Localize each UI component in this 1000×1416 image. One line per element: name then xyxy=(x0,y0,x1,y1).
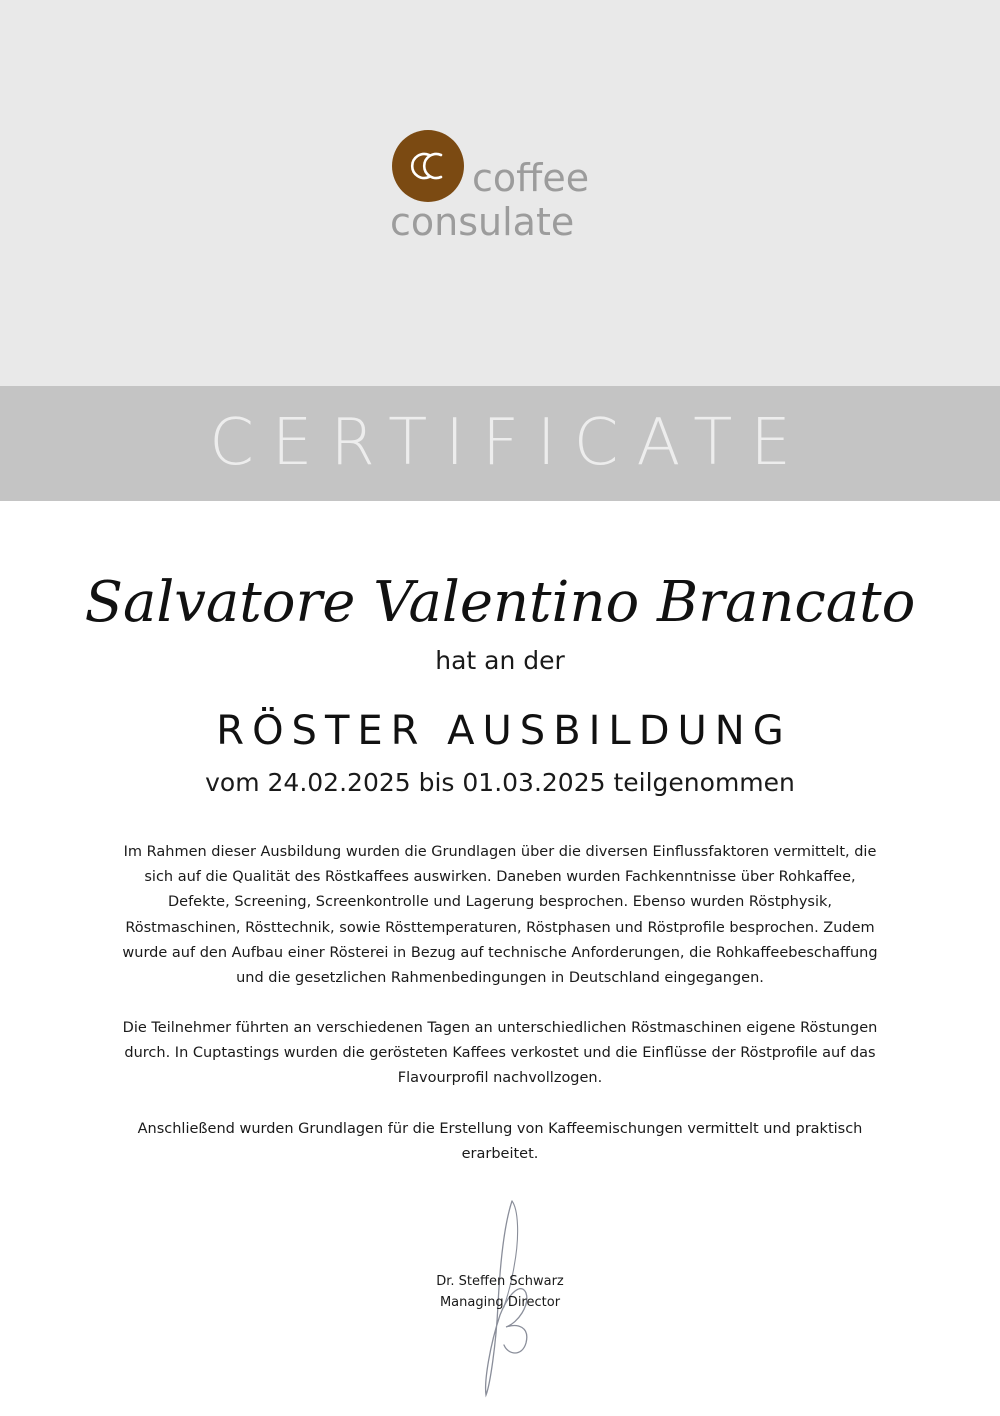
company-logo xyxy=(390,128,620,243)
recipient-name: Salvatore Valentino Brancato xyxy=(84,570,916,635)
logo-word-consulate: consulate xyxy=(390,200,575,244)
certificate-heading: CERTIFICATE xyxy=(209,406,809,480)
intro-text: hat an der xyxy=(435,646,565,675)
body-paragraph-1: Im Rahmen dieser Ausbildung wurden die Grundlagen über die diversen Einflussfaktoren vermittelt, die sich auf die Qualität des Röstkaffees auswirken. Daneben wurden Fachkenntnisse über Rohkaffee, Defekte, Screening, Screenkontrolle und Lagerung besprochen. Ebenso wurden Röstphysik, Röstmaschinen, Rösttechnik, sowie Rösttemperaturen, Röstphasen und Röstprofile besprochen. Zudem wurde auf den Aufbau einer Rösterei in Bezug auf technische Anforderungen, die Rohkaffeebeschaffung und die gesetzlichen Rahmenbedingungen in Deutschland eingegangen. xyxy=(122,844,878,987)
signatory-name: Dr. Steffen Schwarz xyxy=(436,1274,564,1289)
signatory-title: Managing Director xyxy=(439,1295,561,1310)
header-area xyxy=(0,0,1000,386)
course-dates: vom 24.02.2025 bis 01.03.2025 teilgenommen xyxy=(205,768,795,797)
body-paragraph-2: Die Teilnehmer führten an verschiedenen Tagen an unterschiedlichen Röstmaschinen eigene Röstungen durch. In Cuptastings wurden die gerösteten Kaffees verkostet und die Einflüsse der Röstprofile auf das Flavourprofil nachvollzogen. xyxy=(122,1020,878,1087)
cc-monogram-icon xyxy=(392,130,464,202)
certificate-band xyxy=(0,386,1000,501)
body-paragraph-3: Anschließend wurden Grundlagen für die Erstellung von Kaffeemischungen vermittelt und praktisch erarbeitet. xyxy=(137,1121,863,1163)
logo-word-coffee: coffee xyxy=(472,156,590,200)
course-title: RÖSTER AUSBILDUNG xyxy=(216,708,792,754)
